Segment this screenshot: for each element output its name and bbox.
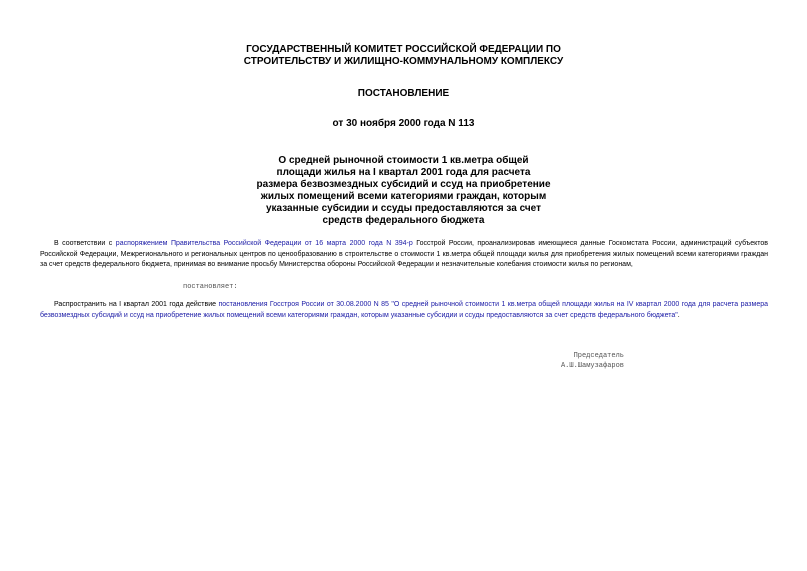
government-order-link[interactable]: распоряжением Правительства Российской Федерации от 16 марта 2000 года N 394-р	[115, 240, 413, 247]
subject-line-2: площади жилья на I квартал 2001 года для расчета	[276, 167, 531, 178]
document-subject	[0, 155, 807, 227]
signatory-name: А.Ш.Шамузафаров	[560, 362, 624, 370]
subject-line-5: указанные субсидии и ссуды предоставляются за счет	[265, 203, 542, 214]
document-date: от 30 ноября 2000 года N 113	[332, 118, 475, 129]
preamble-prefix: В соответствии с	[54, 240, 116, 247]
operative-prefix: Распространить на I квартал 2001 года действие	[54, 301, 219, 308]
subject-line-1: О средней рыночной стоимости 1 кв.метра общей	[278, 155, 529, 166]
subject-line-3: размера безвозмездных субсидий и ссуд на приобретение	[256, 179, 551, 190]
operative-paragraph	[40, 300, 768, 321]
issuing-agency	[0, 44, 807, 68]
signatory-title: Председатель	[573, 352, 624, 360]
subject-line-4: жилых помещений всеми категориями граждан, которым	[260, 191, 547, 202]
preamble-text: Госстрой России, проанализировав имеющиеся данные Госкомстата России, администраций субъектов Российской Федерации, Межрегионального и региональных центров по ценообразованию в строительстве о стоимости 1 кв.метра общей площади жилья для приобретения жилых помещений всеми категориями граждан за счет средств федерального бюджета, принимая во внимание просьбу Министерства обороны Российской Федерации и незначительные колебания стоимости жилья по регионам,	[40, 240, 768, 268]
signature-block	[540, 351, 624, 371]
agency-line-1: ГОСУДАРСТВЕННЫЙ КОМИТЕТ РОССИЙСКОЙ ФЕДЕРАЦИИ ПО	[246, 44, 561, 55]
document-type: ПОСТАНОВЛЕНИЕ	[357, 88, 450, 99]
preamble-paragraph	[40, 239, 768, 271]
gosstroy-resolution-link[interactable]: постановления Госстроя России от 30.08.2000 N 85 "О средней рыночной стоимости 1 кв.метра общей площади жилья на IV квартал 2000 года для расчета размера безвозмездных субсидий и ссуд на приобретение жилых помещений всеми категориями граждан, которым указанные субсидии и ссуды предоставляются за счет средств федерального бюджета"	[40, 301, 768, 319]
agency-line-2: СТРОИТЕЛЬСТВУ И ЖИЛИЩНО-КОММУНАЛЬНОМУ КОМПЛЕКСУ	[243, 56, 564, 67]
subject-line-6: средств федерального бюджета	[322, 215, 485, 226]
operative-suffix: .	[677, 311, 680, 319]
decides-label: постановляет:	[183, 283, 238, 291]
